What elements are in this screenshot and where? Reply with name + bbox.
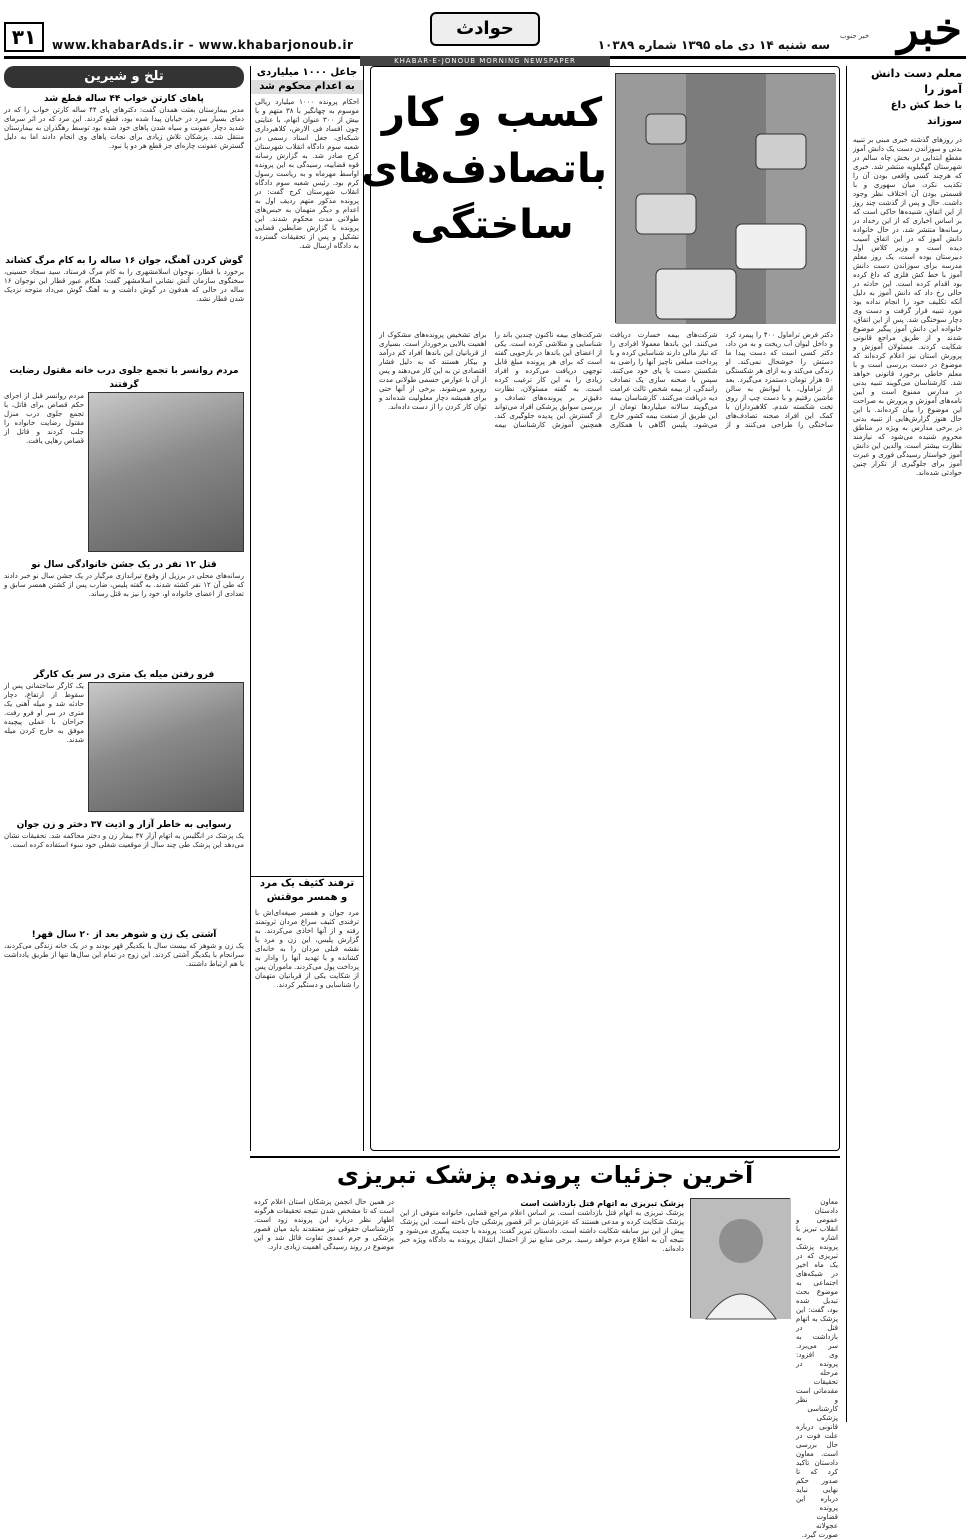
issue-date: سه شنبه ۱۴ دی ماه ۱۳۹۵ شماره ۱۰۳۸۹ <box>597 38 830 52</box>
bottom-subhead: پزشک تبریزی به اتهام قتل بازداشت است <box>520 1199 684 1208</box>
story-5-body: یک کارگر ساختمانی پس از سقوط از ارتفاع، دچار حادثه شد و میله آهنی یک متری در سر او فرو رفت. جراحان با عملی پیچیده موفق به خارج کردن میله شدند. <box>4 682 84 744</box>
left-column <box>4 66 244 1422</box>
section-title: حوادث <box>456 18 514 39</box>
bottom-story-title: آخرین جزئیات پرونده پزشک تبریزی <box>336 1161 754 1189</box>
section-tag <box>430 12 540 46</box>
right-heading-2: با خط کش داغ <box>890 100 962 111</box>
middle-heading-1: جاعل ۱۰۰۰ میلیاردی <box>256 67 358 78</box>
right-heading-3: سوزاند <box>927 116 962 127</box>
bottom-body-3: در همین حال انجمن پزشکان استان اعلام کرده است که تا مشخص شدن نتیجه تحقیقات هرگونه اظهار نظر درباره این پرونده زود است. کارشناسان حقوقی نیز معتقدند باید میان قصور پزشکی و جرم عمدی تفاوت قائل شد و این موضوع در روند رسیدگی اهمیت زیادی دارد. <box>254 1198 394 1251</box>
feature-body: دکتر فرض تراماول ۴۰۰ را پیمرد کرد و داخل لیوان آب ریخت و به من داد، دکتر کسی است که دست پیدا ما دستش را خوشحال نمی‌کند. او زندگی می‌کند و به ازای هر شکستگی ۵۰ هزار تومان دستمزد می‌گیرد. بعد از تراماول، با لیوانش به سالن ماشین رفتیم و با دست چپ از روی تخت شکسته شدم. کلاهبرداران با کمک این افراد صحنه تصادف‌های ساختگی را طراحی می‌کنند و از شرکت‌های بیمه خسارت دریافت می‌کنند. این باندها معمولا افرادی را که نیاز مالی دارند شناسایی کرده و با پرداخت مبلغی ناچیز آنها را راضی به شکستن دست یا پای خود می‌کنند. سپس با صحنه سازی یک تصادف رانندگی، از بیمه شخص ثالث غرامت دیه دریافت می‌کنند. کارشناسان بیمه می‌گویند سالانه میلیاردها تومان از این طریق از صنعت بیمه کشور خارج می‌شود. پلیس آگاهی با همکاری شرکت‌های بیمه تاکنون چندین باند را شناسایی و متلاشی کرده است. یکی از اعضای این باندها در بازجویی گفته است که برای هر پرونده مبلغ قابل توجهی دریافت می‌کرده و افراد زیادی را به این کار ترغیب کرده است. به گفته مسئولان، نظارت دقیق‌تر بر پرونده‌های تصادف و بررسی سوابق پزشکی افراد می‌تواند از گسترش این پدیده جلوگیری کند. همچنین آموزش کارشناسان بیمه برای تشخیص پرونده‌های مشکوک از اهمیت بالایی برخوردار است. بسیاری از قربانیان این باندها افراد کم درآمد و بیکار هستند که به دلیل فشار اقتصادی تن به این کار می‌دهند و پس از آن با عوارض جسمی طولانی مدت روبرو می‌شوند. برخی از آنها حتی برای همیشه دچار معلولیت شده‌اند و توان کار کردن را از دست داده‌اند. <box>379 331 833 429</box>
bottom-story <box>250 1156 840 1539</box>
story-4-title: قتل ۱۲ نفر در یک جشن خانوادگی سال نو <box>31 560 217 570</box>
story-5-title: فرو رفتن میله یک متری در سر یک کارگر <box>33 670 215 680</box>
section-label: تلخ و شیرین <box>84 69 164 84</box>
bottom-body-2: پزشک تبریزی به اتهام قتل بازداشت است. بر اساس اعلام مراجع قضایی، خانواده متوفی از این پزشک شکایت کرده و مدعی هستند که عزیزشان بر اثر قصور پزشکی جان باخته است. این پزشک پیش از این نیز سابقه شکایت داشته است. دادستان تبریز گفت: پرونده با جدیت پیگیری می‌شود و نتیجه آن به اطلاع مردم خواهد رسید. برخی منابع نیز از احتمال انتقال پرونده به دادگاه ویژه خبر داده‌اند. <box>400 1209 684 1253</box>
story-1-title: پاهای کارتن خواب ۴۴ ساله قطع شد <box>44 94 204 104</box>
feature-title-line-3: ساختگی <box>410 202 574 248</box>
story-1-body: مدیر بیمارستان بعثت همدان گفت: دکترهای پای ۴۴ ساله کارتن خواب را که در دمای بسیار سرد در خیابان پیدا شده بود، قطع کردند. این مرد که در اثر سرمای شدید دچار عفونت و سیاه شدن پاهای خود شده بود توسط رهگذران به بیمارستان منتقل شد. پزشکان تلاش زیادی برای نجات پاهای وی انجام دادند اما به دلیل گسترش عفونت چاره‌ای جز قطع هر دو پا نبود. <box>4 106 245 150</box>
middle-body-2: مرد جوان و همسر صیغه‌ای‌اش با ترفندی کثیف سراغ مردان ثروتمند رفته و از آنها اخاذی می‌کردند. به گزارش پلیس، این زن و مرد با نقشه قبلی مردان را به خانه‌ای کشانده و با تهدید آنها را وادار به پرداخت پول می‌کردند. ماموران پس از شکایت یکی از قربانیان متهمان را شناسایی و دستگیر کردند. <box>255 909 359 989</box>
masthead <box>0 0 970 65</box>
page-number: ۳۱ <box>11 25 37 49</box>
middle-column <box>250 66 364 1151</box>
right-column <box>846 66 966 1422</box>
story-3-block <box>4 392 244 552</box>
websites[interactable]: www.khabarAds.ir - www.khabarjonoub.ir <box>52 38 354 52</box>
right-body: در روزهای گذشته خبری مبنی بر تنبیه بدنی و سوزاندن دست یک دانش آموز مقطع ابتدایی در بخش چاه سالم در شهرستان گهگیلویه منتشر شد. خبری که هرچند کسی واقعی بودن آن را تکذیب نکرد، میان سهوری و با قسمتی بودن آن اختلاف نظر وجود داشت. حال و پس از گذشت چند روز از این اتفاق، شنیده‌ها حاکی است که بر اساس اخباری که از این رخداد در رسانه‌ها منتشر شد، در حال خانواده دانش آموز که در این اتفاق آسیب دیده است و وزیر کلاس اول دبیرستان بوده است، یک روز معلم مدرسه برای سوزاندن دست دانش آموز با خط کش فلزی که داغ کرده بود اقدام کرده است. این حادثه در حالی رخ داد که دانش آموز به دلیل آنکه تکلیف خود را انجام نداده بود مورد تنبیه قرار گرفت و دست وی دچار سوختگی شد. پس از این اتفاق، خانواده این دانش آموز پیگیر موضوع شدند و از طریق مراجع قانونی شکایت کردند. مسئولان آموزش و پرورش استان نیز اعلام کرده‌اند که موضوع در دست بررسی است و با معلم خاطی برخورد قانونی خواهد شد. کارشناسان می‌گویند تنبیه بدنی در مدارس ممنوع است و آیین نامه‌های آموزش و پرورش به صراحت این موضوع را بیان کرده‌اند. با این حال هنوز گزارش‌هایی از تنبیه بدنی در برخی مدارس به ویژه در مناطق محروم شنیده می‌شود که نیازمند نظارت بیشتر است. والدین این دانش آموز خواستار رسیدگی فوری و عبرت آموز برای جلوگیری از تکرار چنین حوادثی شده‌اند. <box>853 136 962 477</box>
middle-heading-3: ترفند کثیف یک مرد <box>251 876 363 891</box>
middle-body-1: احکام پرونده ۱۰۰۰ میلیارد ریالی موسوم به چهانگیر با ۳۸ متهم و با بیش از ۳۰۰ عنوان اتهام، با عنایتی چون افساد فی الارض، کلاهبرداری شبکه‌ای، جعل اسناد رسمی در شعبه سوم دادگاه انقلاب شهرستان کرج صادر شد. به گزارش رسانه قوه قضاییه، رسیدگی به این پرونده اواسط مهرماه و به ریاست رسول کرم بود. رئیس شعبه سوم دادگاه انقلاب شهرستان کرج گفت: در پرونده مذکور متهم ردیف اول به اعدام و دیگر متهمان به حبس‌های طولانی مدت محکوم شدند. این پرونده با گزارش ضابطین قضایی تشکیل و پس از تحقیقات گسترده به دادگاه ارسال شد. <box>255 98 359 250</box>
traffic-photo <box>615 73 835 323</box>
story-2-title: گوش کردن آهنگ، جوان ۱۶ ساله را به کام مرگ کشاند <box>5 256 243 266</box>
story-3-body: مردم روانسر قبل از اجرای حکم قصاص برای قاتل، با تجمع جلوی درب منزل مقتول رضایت خانواده را جلب کردند و قاتل از قصاص رهایی یافت. <box>4 392 84 445</box>
feature-title-line-2: باتصادف‌های <box>361 146 607 192</box>
story-2-body: برخورد با قطار، نوجوان اسلامشهری را به کام مرگ فرستاد. سید سجاد حسینی، سخنگوی سازمان آتش نشانی اسلامشهر گفت: هنگام عبور قطار این نوجوان ۱۶ ساله در حالی که هدفون در گوش داشت و به آهنگ گوش می‌داد متوجه نزدیک شدن قطار نشد. <box>4 268 244 303</box>
section-label-box <box>4 66 244 88</box>
story-3-title: مردم روانسر با تجمع جلوی درب خانه مقتول رضایت گرفتند <box>9 366 239 390</box>
middle-heading-2: به اعدام محکوم شد <box>251 80 363 94</box>
story-7-title: آشتی یک زن و شوهر بعد از ۲۰ سال قهر! <box>31 930 217 940</box>
doctor-portrait-icon <box>691 1199 791 1319</box>
logo-mark: خبر <box>897 4 962 55</box>
logo <box>838 4 966 56</box>
crowd-photo <box>88 392 244 552</box>
logo-tagline: خبر جنوب <box>840 32 870 40</box>
newspaper-name: KHABAR-E-JONOUB MORNING NEWSPAPER <box>394 57 576 65</box>
main-feature <box>361 66 840 1151</box>
bottom-body-2-wrap <box>400 1198 684 1418</box>
bottom-body-1: معاون دادستان عمومی و انقلاب تبریز با اشاره به پرونده پزشک تبریزی که در یک ماه اخیر در شبکه‌های اجتماعی به موضوع بحث تبدیل شده بود، گفت: این پزشک به اتهام قتل در بازداشت به سر می‌برد. وی افزود: پرونده در مرحله تحقیقات مقدماتی است و نظر کارشناسی پزشکی قانونی درباره علت فوت در حال بررسی است. معاون دادستان تاکید کرد که تا صدور حکم نهایی نباید درباره این پرونده قضاوت عجولانه صورت گیرد. <box>796 1198 838 1539</box>
story-7-body: یک زن و شوهر که بیست سال با یکدیگر قهر بودند و در یک خانه زندگی می‌کردند، سرانجام با یکدیگر آشتی کردند. این زوج در تمام این سال‌ها تنها از طریق یادداشت با هم ارتباط داشتند. <box>4 942 244 968</box>
newspaper-strip <box>360 56 610 66</box>
doctor-photo <box>690 1198 790 1318</box>
story-5-block <box>4 682 244 812</box>
story-6-title: رسوایی به خاطر آزار و اذیت ۳۷ دختر و زن جوان <box>16 820 232 830</box>
feature-title-line-1: کسب و کار <box>381 90 603 136</box>
story-4-body: رسانه‌های محلی در برزیل از وقوع تیراندازی مرگبار در یک جشن سال نو خبر دادند که طی آن ۱۲ نفر کشته شدند. به گفته پلیس، ضارب پس از کشتن همسر سابق و تعدادی از اعضای خانواده او، خود را نیز به قتل رساند. <box>4 572 244 598</box>
right-heading-1: معلم دست دانش آموز را <box>871 67 962 96</box>
traffic-scene-icon <box>616 74 836 324</box>
story-6-body: یک پزشک در انگلیس به اتهام آزار ۳۷ بیمار زن و دختر محاکمه شد. تحقیقات نشان می‌دهد این پزشک طی چند سال از موقعیت شغلی خود سوء استفاده کرده است. <box>4 832 245 849</box>
middle-heading-4: و همسر موقتش <box>266 892 348 903</box>
page-number-box <box>4 22 44 52</box>
worker-photo <box>88 682 244 812</box>
